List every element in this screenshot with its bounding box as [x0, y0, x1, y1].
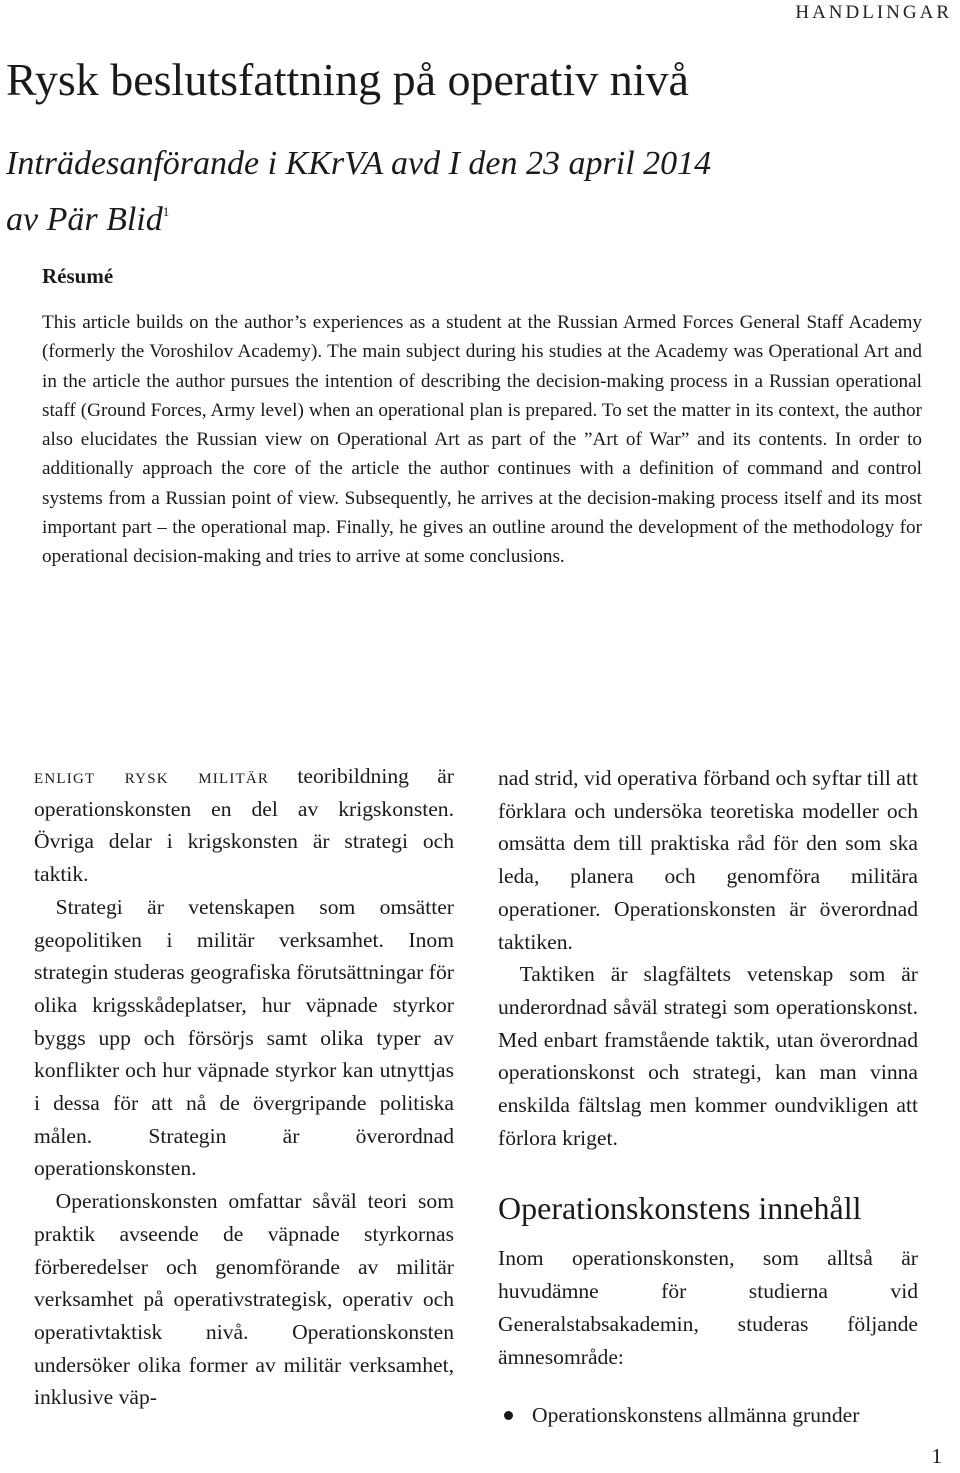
bullet-icon — [504, 1411, 513, 1420]
body-paragraph — [34, 760, 454, 891]
body-paragraph: Taktiken är slagfältets vetenskap som är underordnad såväl strategi som operationskonst. Med enbart framstående taktik, utan överordnad operationskonst och strategi, kan man vinna enskilda fältslag men kommer oundvikligen att förlora kriget. — [498, 962, 918, 1150]
section-label: HANDLINGAR — [795, 2, 952, 23]
topic-list — [498, 1399, 918, 1432]
subtitle-line-2: av Pär Blid — [6, 201, 163, 238]
article-subtitle — [6, 140, 940, 244]
body-paragraph-text: teoribildning är operationskonsten en del av krigskonsten. Övriga delar i krigskonsten är strategi och taktik. — [34, 764, 454, 887]
section-intro: Inom operationskonsten, som alltså är huvudämne för studierna vid Generalstabsakademin, studeras följande ämnesområde: — [498, 1246, 918, 1369]
list-item — [498, 1399, 918, 1432]
page-number: 1 — [931, 1444, 942, 1468]
footnote-marker[interactable]: 1 — [162, 204, 170, 219]
resume-heading: Résumé — [42, 264, 114, 288]
lead-in-smallcaps: enligt rysk militär — [34, 764, 270, 788]
body-paragraph: Strategi är vetenskapen som omsätter geopolitiken i militär verksamhet. Inom strategin studeras geografiska förutsättningar för olika krigsskådeplatser, hur väpnade styrkor byggs upp och försörjs samt olika typer av konflikter och hur väpnade styrkor kan utnyttjas i dessa för att nå de övergripande politiska målen. Strategin är överordnad operationskonsten. — [34, 894, 454, 1181]
list-item-label: Operationskonstens allmänna grunder — [532, 1403, 860, 1428]
article-title: Rysk beslutsfattning på operativ nivå — [6, 54, 689, 105]
subtitle-line-1: Inträdesanförande i KKrVA avd I den 23 april 2014 — [6, 145, 712, 182]
body-paragraph: nad strid, vid operativa förband och syftar till att förklara och undersöka teoretiska modeller och omsätta dem till praktiska råd för den som ska leda, planera och genomföra militära operationer. Operationskonsten är överordnad taktiken. — [498, 766, 918, 954]
section-heading: Operationskonstens innehåll — [498, 1190, 862, 1227]
body-column-right — [498, 760, 918, 1432]
resume-text: This article builds on the author’s experiences as a student at the Russian Armed Forces General Staff Academy (formerly the Voroshilov Academy). The main subject during his studies at the Academy was Operational Art and in the article the author pursues the intention of describing the decision-making process in a Russian operational staff (Ground Forces, Army level) when an operational plan is prepared. To set the matter in its context, the author also elucidates the Russian view on Operational Art as part of the ”Art of War” and its contents. In order to additionally approach the core of the article the author continues with a definition of command and control systems from a Russian point of view. Subsequently, he arrives at the decision-making process itself and its most important part – the operational map. Finally, he gives an outline around the development of the methodology for operational decision-making and tries to arrive at some conclusions. — [42, 312, 922, 568]
body-paragraph: Operationskonsten omfattar såväl teori som praktik avseende de väpnade styrkornas förberedelser och genomförande av militär verksamhet på operativstrategisk, operativ och operativtaktisk nivå. Operationskonsten undersöker olika former av militär verksamhet, inklusive väp- — [34, 1189, 454, 1410]
body-column-left — [34, 760, 454, 1414]
